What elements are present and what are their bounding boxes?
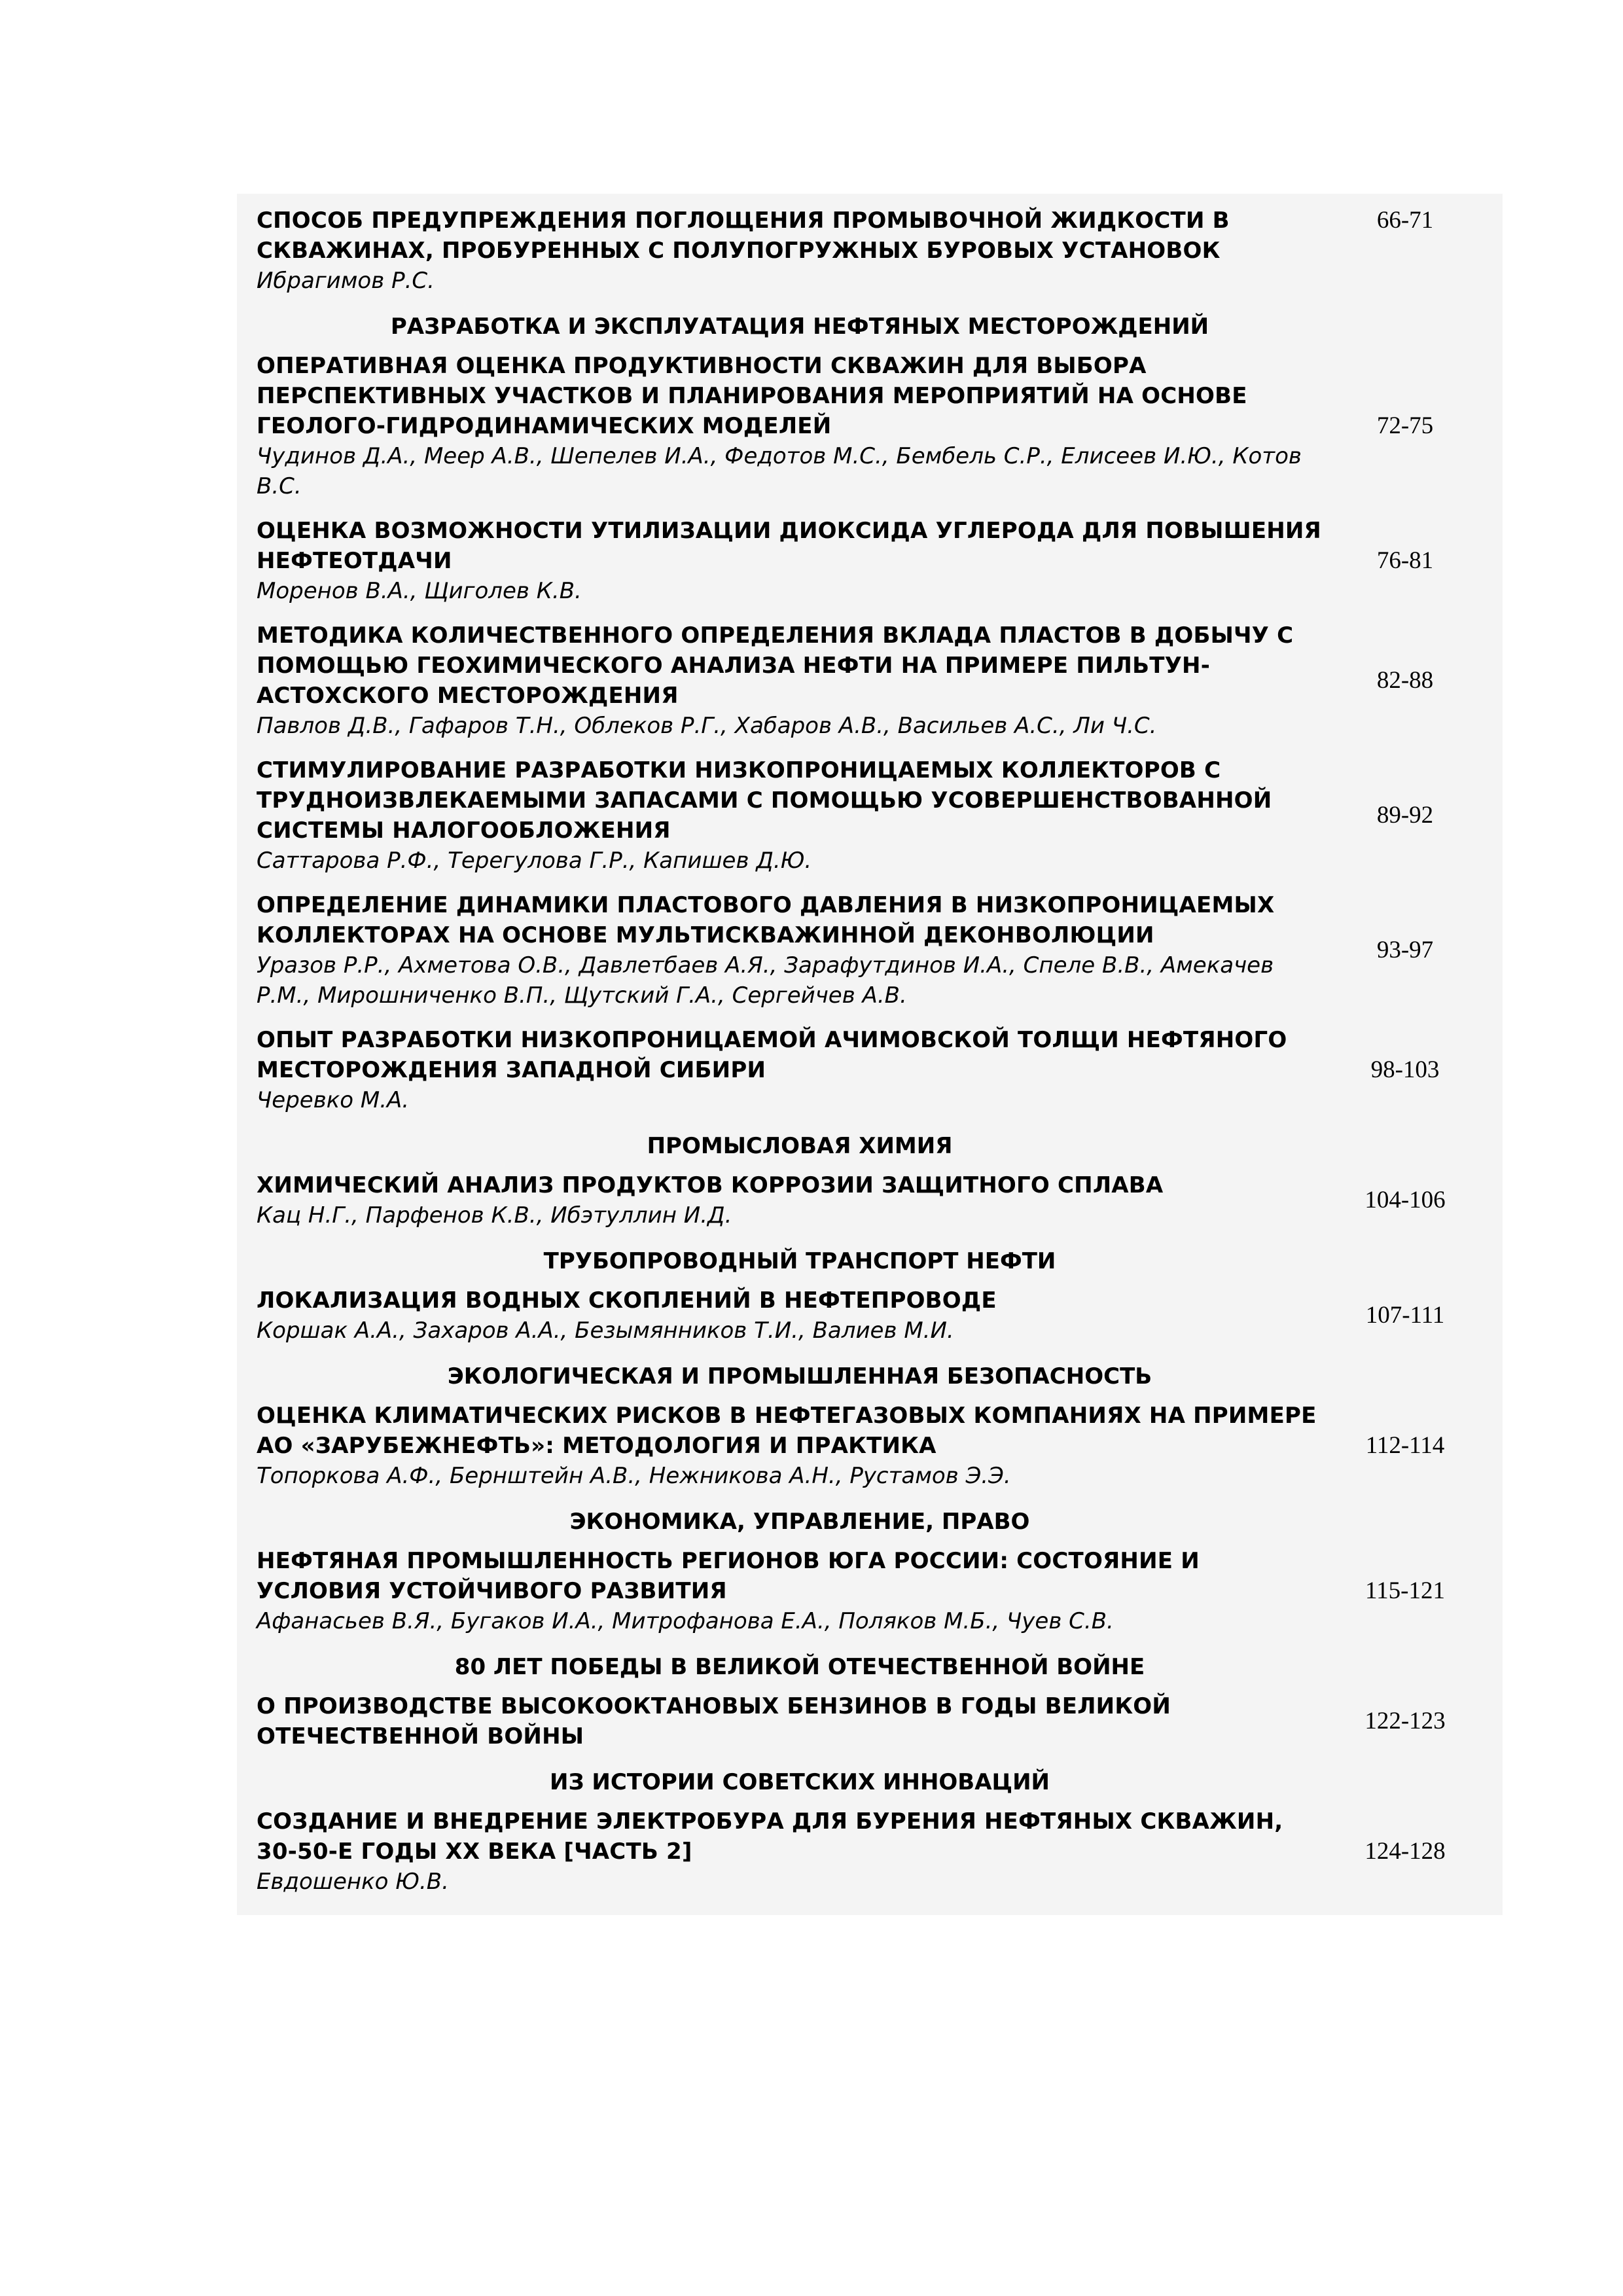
toc-entry[interactable]	[237, 617, 1503, 751]
page-range: 72-75	[1376, 412, 1434, 439]
entry-text-block	[237, 206, 1323, 296]
page-range: 122-123	[1364, 1708, 1446, 1734]
article-authors: Черевко М.А.	[257, 1087, 410, 1113]
page-range: 115-121	[1365, 1577, 1445, 1604]
toc-entry[interactable]	[237, 1021, 1503, 1126]
page-range: 89-92	[1376, 802, 1434, 829]
page-range: 104-106	[1364, 1187, 1446, 1213]
section-heading: ЭКОЛОГИЧЕСКАЯ И ПРОМЫШЛЕННАЯ БЕЗОПАСНОСТЬ	[447, 1363, 1152, 1390]
article-authors: Топоркова А.Ф., Бернштейн А.В., Нежникова А.Н., Рустамов Э.Э.	[257, 1463, 1011, 1489]
toc-entry[interactable]	[237, 751, 1503, 886]
toc-entry[interactable]	[237, 1282, 1503, 1356]
page-range: 66-71	[1376, 207, 1434, 234]
page-range: 112-114	[1365, 1432, 1445, 1459]
table-of-contents	[237, 194, 1503, 1915]
section-heading: ИЗ ИСТОРИИ СОВЕТСКИХ ИННОВАЦИЙ	[549, 1769, 1050, 1795]
entry-text-block	[237, 890, 1323, 1011]
article-title: О ПРОИЗВОДСТВЕ ВЫСОКООКТАНОВЫХ БЕНЗИНОВ В ГОДЫ ВЕЛИКОЙ ОТЕЧЕСТВЕННОЙ ВОЙНЫ	[257, 1693, 1171, 1749]
toc-entry[interactable]	[237, 347, 1503, 512]
article-authors: Кац Н.Г., Парфенов К.В., Ибэтуллин И.Д.	[257, 1202, 732, 1229]
section-heading: ЭКОНОМИКА, УПРАВЛЕНИЕ, ПРАВО	[569, 1509, 1030, 1535]
article-authors: Коршак А.А., Захаров А.А., Безымянников Т.И., Валиев М.И.	[257, 1318, 954, 1344]
article-title: СОЗДАНИЕ И ВНЕДРЕНИЕ ЭЛЕКТРОБУРА ДЛЯ БУРЕНИЯ НЕФТЯНЫХ СКВАЖИН, 30-50-Е ГОДЫ XX ВЕКА [ЧАСТЬ 2]	[257, 1808, 1283, 1865]
article-authors: Евдошенко Ю.В.	[257, 1869, 449, 1895]
article-title: ОЦЕНКА КЛИМАТИЧЕСКИХ РИСКОВ В НЕФТЕГАЗОВЫХ КОМПАНИЯХ НА ПРИМЕРЕ АО «ЗАРУБЕЖНЕФТЬ»: МЕТОДОЛОГИЯ И ПРАКТИКА	[257, 1403, 1317, 1459]
toc-entry[interactable]	[237, 202, 1503, 306]
entry-text-block	[237, 351, 1323, 501]
article-authors: Уразов Р.Р., Ахметова О.В., Давлетбаев А.Я., Зарафутдинов И.А., Спеле В.В., Амекачев Р.М., Мирошниченко В.П., Щутский Г.А., Сергейчев А.В.	[257, 952, 1274, 1009]
article-title: ЛОКАЛИЗАЦИЯ ВОДНЫХ СКОПЛЕНИЙ В НЕФТЕПРОВОДЕ	[257, 1287, 997, 1314]
toc-entry[interactable]	[237, 1166, 1503, 1241]
article-title: ОПЕРАТИВНАЯ ОЦЕНКА ПРОДУКТИВНОСТИ СКВАЖИН ДЛЯ ВЫБОРА ПЕРСПЕКТИВНЫХ УЧАСТКОВ И ПЛАНИРОВАНИЯ МЕРОПРИЯТИЙ НА ОСНОВЕ ГЕОЛОГО-ГИДРОДИНАМИЧЕСКИХ МОДЕЛЕЙ	[257, 353, 1247, 439]
page-range: 124-128	[1364, 1838, 1446, 1865]
article-authors: Саттарова Р.Ф., Терегулова Г.Р., Капишев Д.Ю.	[257, 848, 812, 874]
entry-text-block	[237, 1025, 1323, 1115]
article-title: ОПЫТ РАЗРАБОТКИ НИЗКОПРОНИЦАЕМОЙ АЧИМОВСКОЙ ТОЛЩИ НЕФТЯНОГО МЕСТОРОЖДЕНИЯ ЗАПАДНОЙ СИБИРИ	[257, 1027, 1287, 1083]
section-heading: ТРУБОПРОВОДНЫЙ ТРАНСПОРТ НЕФТИ	[543, 1248, 1056, 1274]
article-title: ОЦЕНКА ВОЗМОЖНОСТИ УТИЛИЗАЦИИ ДИОКСИДА УГЛЕРОДА ДЛЯ ПОВЫШЕНИЯ НЕФТЕОТДАЧИ	[257, 518, 1321, 574]
article-authors: Павлов Д.В., Гафаров Т.Н., Облеков Р.Г., Хабаров А.В., Васильев А.С., Ли Ч.С.	[257, 713, 1157, 739]
entry-text-block	[237, 1285, 1323, 1346]
toc-entry[interactable]	[237, 1687, 1503, 1762]
section-heading: РАЗРАБОТКА И ЭКСПЛУАТАЦИЯ НЕФТЯНЫХ МЕСТОРОЖДЕНИЙ	[390, 314, 1209, 340]
article-title: НЕФТЯНАЯ ПРОМЫШЛЕННОСТЬ РЕГИОНОВ ЮГА РОССИИ: СОСТОЯНИЕ И УСЛОВИЯ УСТОЙЧИВОГО РАЗВИТИЯ	[257, 1548, 1200, 1604]
page-range: 93-97	[1376, 937, 1434, 963]
entry-text-block	[237, 1546, 1323, 1636]
toc-entry[interactable]	[237, 1803, 1503, 1907]
section-heading: 80 ЛЕТ ПОБЕДЫ В ВЕЛИКОЙ ОТЕЧЕСТВЕННОЙ ВОЙНЕ	[454, 1654, 1145, 1680]
toc-entry[interactable]	[237, 512, 1503, 617]
entry-text-block	[237, 1401, 1323, 1491]
article-authors: Чудинов Д.А., Меер А.В., Шепелев И.А., Федотов М.С., Бембель С.Р., Елисеев И.Ю., Котов В.С.	[257, 443, 1302, 499]
article-title: ХИМИЧЕСКИЙ АНАЛИЗ ПРОДУКТОВ КОРРОЗИИ ЗАЩИТНОГО СПЛАВА	[257, 1172, 1164, 1198]
article-title: ОПРЕДЕЛЕНИЕ ДИНАМИКИ ПЛАСТОВОГО ДАВЛЕНИЯ В НИЗКОПРОНИЦАЕМЫХ КОЛЛЕКТОРАХ НА ОСНОВЕ МУЛЬТИСКВАЖИННОЙ ДЕКОНВОЛЮЦИИ	[257, 892, 1275, 948]
article-authors: Афанасьев В.Я., Бугаков И.А., Митрофанова Е.А., Поляков М.Б., Чуев С.В.	[257, 1608, 1114, 1634]
entry-text-block	[237, 1806, 1323, 1897]
article-title: СПОСОБ ПРЕДУПРЕЖДЕНИЯ ПОГЛОЩЕНИЯ ПРОМЫВОЧНОЙ ЖИДКОСТИ В СКВАЖИНАХ, ПРОБУРЕННЫХ С ПОЛУПОГРУЖНЫХ БУРОВЫХ УСТАНОВОК	[257, 207, 1230, 264]
toc-entry[interactable]	[237, 1397, 1503, 1501]
page-range: 98-103	[1370, 1056, 1440, 1083]
entry-text-block	[237, 1691, 1323, 1751]
entry-text-block	[237, 516, 1323, 606]
page-range: 82-88	[1376, 667, 1434, 694]
page-range: 107-111	[1365, 1302, 1445, 1329]
article-title: СТИМУЛИРОВАНИЕ РАЗРАБОТКИ НИЗКОПРОНИЦАЕМЫХ КОЛЛЕКТОРОВ С ТРУДНОИЗВЛЕКАЕМЫМИ ЗАПАСАМИ С ПОМОЩЬЮ УСОВЕРШЕНСТВОВАННОЙ СИСТЕМЫ НАЛОГООБЛОЖЕНИЯ	[257, 757, 1272, 844]
entry-text-block	[237, 620, 1323, 741]
toc-entry[interactable]	[237, 886, 1503, 1021]
entry-text-block	[237, 1170, 1323, 1230]
article-authors: Ибрагимов Р.С.	[257, 268, 435, 294]
page-range: 76-81	[1376, 547, 1434, 574]
article-title: МЕТОДИКА КОЛИЧЕСТВЕННОГО ОПРЕДЕЛЕНИЯ ВКЛАДА ПЛАСТОВ В ДОБЫЧУ С ПОМОЩЬЮ ГЕОХИМИЧЕСКОГО АНАЛИЗА НЕФТИ НА ПРИМЕРЕ ПИЛЬТУН-АСТОХСКОГО МЕСТОРОЖДЕНИЯ	[257, 622, 1294, 709]
article-authors: Моренов В.А., Щиголев К.В.	[257, 578, 582, 604]
entry-text-block	[237, 755, 1323, 876]
section-heading: ПРОМЫСЛОВАЯ ХИМИЯ	[647, 1133, 953, 1159]
toc-entry[interactable]	[237, 1542, 1503, 1647]
